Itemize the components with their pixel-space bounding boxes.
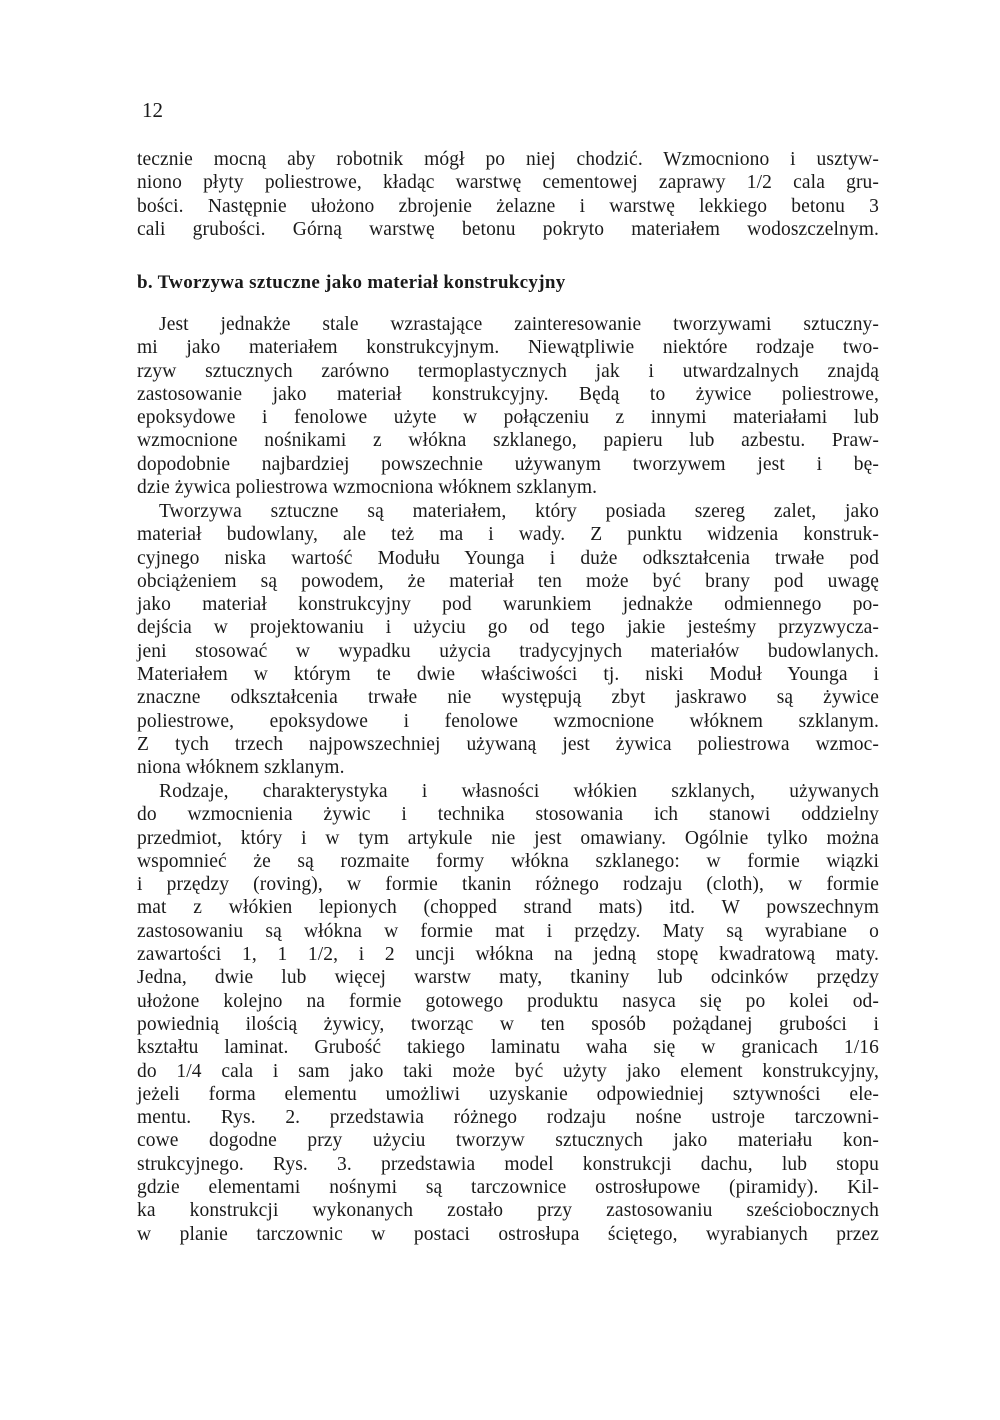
text-line: Jest jednakże stale wzrastające zainteresowanie tworzywami sztuczny- xyxy=(159,314,879,335)
text-line: przedmiot, który i w tym artykule nie jest omawiany. Ogólnie tylko można xyxy=(137,827,879,849)
intro-paragraph xyxy=(137,148,879,241)
text-line: strukcyjnego. Rys. 3. przedstawia model konstrukcji dachu, lub stopu xyxy=(137,1153,879,1175)
text-line: do 1/4 cala i sam jako taki może być użyty jako element konstrukcyjny, xyxy=(137,1060,879,1082)
text-line: epoksydowe i fenolowe użyte w połączeniu z innymi materiałami lub xyxy=(137,407,879,429)
text-line: Tworzywa sztuczne są materiałem, który posiada szereg zalet, jako xyxy=(159,501,879,522)
text-line: jako materiał konstrukcyjny pod warunkiem jednakże odmiennego po- xyxy=(137,594,879,616)
text-line: dzie żywica poliestrowa wzmocniona włóknem szklanym. xyxy=(137,477,598,499)
text-line: wspomnieć że są rozmaite formy włókna szklanego: w formie wiązki xyxy=(137,850,879,872)
paragraph-1 xyxy=(137,313,879,499)
text-line: zastosowanie jako materiał konstrukcyjny. Będą to żywice poliestrowe, xyxy=(137,383,879,405)
text-line: bości. Następnie ułożono zbrojenie żelazne i warstwę lekkiego betonu 3 xyxy=(137,195,879,217)
text-line: Rodzaje, charakterystyka i własności włókien szklanych, używanych xyxy=(159,781,879,802)
text-line: cyjnego niska wartość Modułu Younga i duże odkształcenia trwałe pod xyxy=(137,547,879,569)
text-line: mat z włókien lepionych (chopped strand mats) itd. W powszechnym xyxy=(137,897,879,919)
text-line: materiał budowlany, ale też ma i wady. Z punktu widzenia konstruk- xyxy=(137,524,879,546)
text-line: powiednią ilością żywicy, tworząc w ten sposób pożądanej grubości i xyxy=(137,1013,879,1035)
text-line: i przędzy (roving), w formie tkanin różnego rodzaju (cloth), w formie xyxy=(137,874,879,896)
text-line: kształtu laminat. Grubość takiego laminatu waha się w granicach 1/16 xyxy=(137,1037,879,1059)
text-line: obciążeniem są powodem, że materiał ten może być brany pod uwagę xyxy=(137,570,879,592)
section-heading: b. Tworzywa sztuczne jako materiał konstrukcyjny xyxy=(137,272,566,293)
text-line: w planie tarczownic w postaci ostrosłupa ściętego, wyrabianych przez xyxy=(137,1223,879,1245)
text-line: Jedna, dwie lub więcej warstw maty, tkaniny lub odcinków przędzy xyxy=(137,967,879,989)
page-number: 12 xyxy=(142,98,163,122)
text-line: mentu. Rys. 2. przedstawia różnego rodzaju nośne ustroje tarczowni- xyxy=(137,1107,879,1129)
text-line: tecznie mocną aby robotnik mógł po niej chodzić. Wzmocniono i usztyw- xyxy=(137,149,879,170)
text-line: zawartości 1, 1 1/2, i 2 uncji włókna na jedną stopę kwadratową maty. xyxy=(137,944,879,966)
text-line: Z tych trzech najpowszechniej używaną jest żywica poliestrowa wzmoc- xyxy=(137,733,879,755)
text-line: dopodobnie najbardziej powszechnie używanym tworzywem jest i bę- xyxy=(137,453,879,475)
text-line: poliestrowe, epoksydowe i fenolowe wzmocnione włóknem szklanym. xyxy=(137,710,879,732)
text-line: do wzmocnienia żywic i technika stosowania ich stanowi oddzielny xyxy=(137,804,879,826)
text-line: jeżeli forma elementu umożliwi uzyskanie odpowiedniej sztywności ele- xyxy=(137,1083,879,1105)
text-line: cowe dogodne przy użyciu tworzyw sztucznych jako materiału kon- xyxy=(137,1130,879,1152)
text-line: mi jako materiałem konstrukcyjnym. Niewątpliwie niektóre rodzaje two- xyxy=(137,337,879,359)
text-line: gdzie elementami nośnymi są tarczownice ostrosłupowe (piramidy). Kil- xyxy=(137,1177,879,1199)
text-line: niono płyty poliestrowe, kładąc warstwę cementowej zaprawy 1/2 cala gru- xyxy=(137,172,879,194)
text-line: niona włóknem szklanym. xyxy=(137,757,345,779)
text-line: jeni stosować w wypadku użycia tradycyjnych materiałów budowlanych. xyxy=(137,640,879,662)
text-line: znaczne odkształcenia trwałe nie występują zbyt jaskrawo są żywice xyxy=(137,687,879,709)
paragraph-3 xyxy=(137,780,879,1246)
text-line: dejścia w projektowaniu i użyciu go od tego jakie jesteśmy przyzwycza- xyxy=(137,617,879,639)
text-line: ułożone kolejno na formie gotowego produktu nasyca się po kolei od- xyxy=(137,990,879,1012)
text-line: Materiałem w którym te dwie właściwości tj. niski Moduł Younga i xyxy=(137,664,879,686)
paragraph-2 xyxy=(137,500,879,780)
text-line: ka konstrukcji wykonanych zostało przy zastosowaniu sześciobocznych xyxy=(137,1200,879,1222)
text-line: wzmocnione nośnikami z włókna szklanego, papieru lub azbestu. Praw- xyxy=(137,430,879,452)
text-line: zastosowaniu są włókna w formie mat i przędzy. Maty są wyrabiane o xyxy=(137,920,879,942)
text-line: rzyw sztucznych zarówno termoplastycznych jak i utwardzalnych znajdą xyxy=(137,360,879,382)
text-line: cali grubości. Górną warstwę betonu pokryto materiałem wodoszczelnym. xyxy=(137,218,879,240)
